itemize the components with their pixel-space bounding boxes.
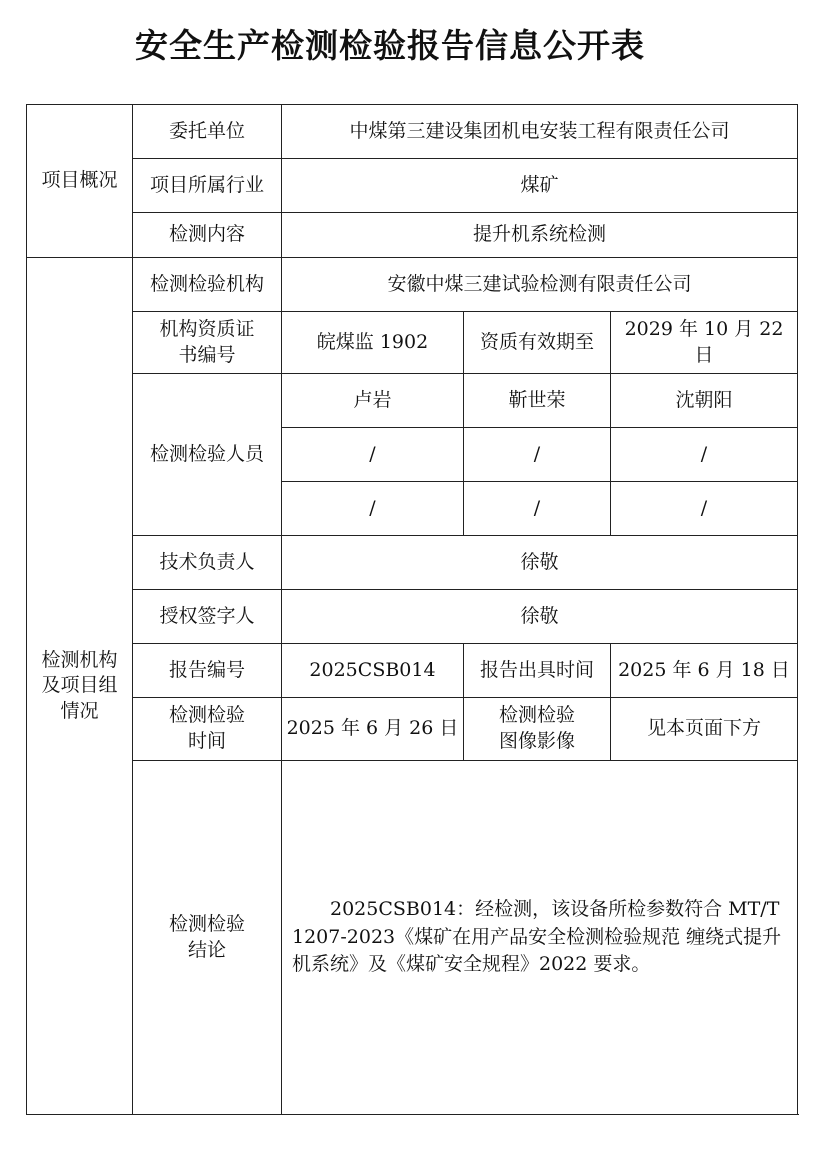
section-conclusion-label-text: 检测检验结论 <box>169 912 246 961</box>
report-no-label: 报告编号 <box>133 644 282 698</box>
content-value: 提升机系统检测 <box>282 213 798 258</box>
client-value: 中煤第三建设集团机电安装工程有限责任公司 <box>282 105 798 159</box>
client-label: 委托单位 <box>133 105 282 159</box>
test-time-label <box>133 698 282 761</box>
staff-cell: / <box>611 482 798 536</box>
validity-label: 资质有效期至 <box>464 312 611 374</box>
content-label: 检测内容 <box>133 213 282 258</box>
signer-label: 授权签字人 <box>133 590 282 644</box>
org-value: 安徽中煤三建试验检测有限责任公司 <box>282 258 798 312</box>
test-time-value: 2025 年 6 月 26 日 <box>282 698 464 761</box>
section-org-team-label <box>27 258 133 1115</box>
staff-cell: / <box>282 428 464 482</box>
industry-label: 项目所属行业 <box>133 159 282 213</box>
cert-value: 皖煤监 1902 <box>282 312 464 374</box>
staff-cell: / <box>282 482 464 536</box>
report-no-value: 2025CSB014 <box>282 644 464 698</box>
signer-value: 徐敬 <box>282 590 798 644</box>
conclusion-text: 2025CSB014：经检测，该设备所检参数符合 MT/T 1207-2023《煤矿在用产品安全检测检验规范 缠绕式提升机系统》及《煤矿安全规程》2022 要求。 <box>282 761 798 1115</box>
image-value: 见本页面下方 <box>611 698 798 761</box>
staff-cell: 卢岩 <box>282 374 464 428</box>
section-org-team-label-text: 检测机构及项目组情况 <box>41 648 118 722</box>
staff-cell: / <box>611 428 798 482</box>
validity-value: 2029 年 10 月 22 日 <box>611 312 798 374</box>
issue-time-label: 报告出具时间 <box>464 644 611 698</box>
staff-cell: / <box>464 428 611 482</box>
tech-lead-value: 徐敬 <box>282 536 798 590</box>
staff-cell: 沈朝阳 <box>611 374 798 428</box>
info-table <box>26 104 798 1115</box>
staff-cell: / <box>464 482 611 536</box>
org-label: 检测检验机构 <box>133 258 282 312</box>
image-label <box>464 698 611 761</box>
page-title: 安全生产检测检验报告信息公开表 <box>135 26 645 65</box>
test-time-label-text: 检测检验时间 <box>169 704 246 752</box>
staff-cell: 靳世荣 <box>464 374 611 428</box>
cert-label <box>133 312 282 374</box>
tech-lead-label: 技术负责人 <box>133 536 282 590</box>
section-project-overview-label: 项目概况 <box>27 105 133 258</box>
image-label-text: 检测检验图像影像 <box>499 704 576 752</box>
cert-label-text: 机构资质证书编号 <box>159 317 255 366</box>
industry-value: 煤矿 <box>282 159 798 213</box>
issue-time-value: 2025 年 6 月 18 日 <box>611 644 798 698</box>
staff-label: 检测检验人员 <box>133 374 282 536</box>
section-conclusion-label <box>133 761 282 1115</box>
